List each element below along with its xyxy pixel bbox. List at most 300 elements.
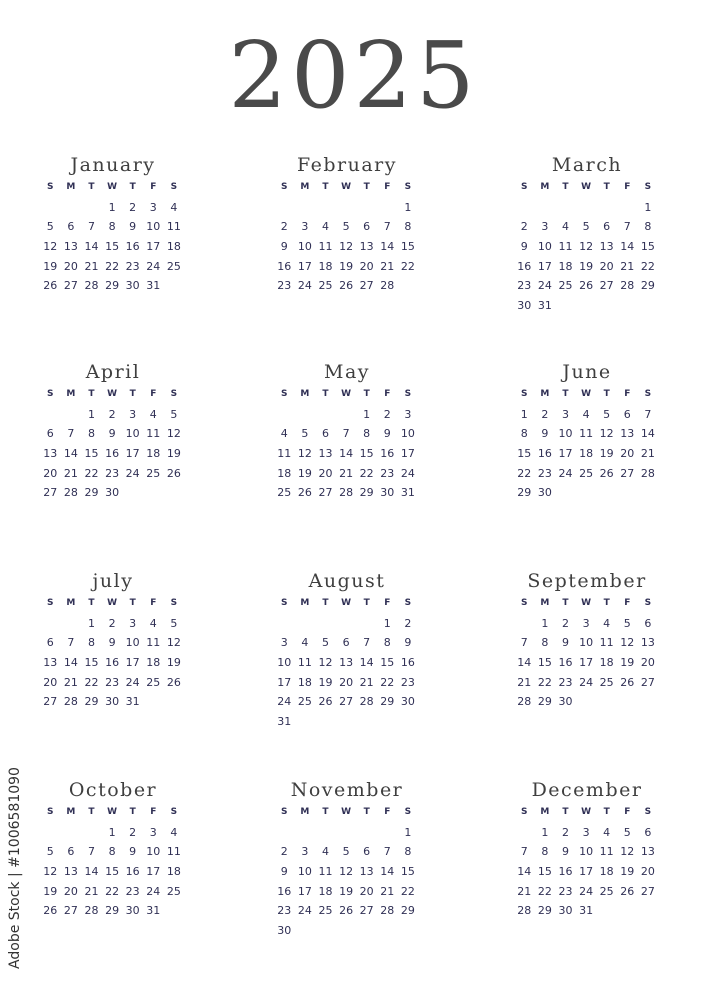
day-cell: 19: [599, 447, 614, 461]
weekday-label: S: [170, 807, 178, 817]
day-cell: 13: [599, 240, 614, 254]
day-cell: 17: [400, 447, 415, 461]
day-cell: 30: [558, 904, 573, 918]
weekday-label: F: [150, 807, 157, 817]
day-cell: 4: [321, 220, 329, 234]
day-cell: 12: [339, 240, 354, 254]
day-cell: 1: [108, 825, 116, 839]
month-block-november: [267, 777, 427, 941]
stock-watermark: [4, 752, 26, 984]
day-cell: 19: [620, 865, 635, 879]
day-cell: 2: [280, 220, 288, 234]
day-cell: 12: [620, 636, 635, 650]
day-cell: 20: [640, 656, 655, 670]
day-cell: 2: [129, 825, 137, 839]
day-cell: 9: [383, 427, 391, 441]
day-cell: 4: [301, 636, 309, 650]
day-cell: 23: [537, 466, 552, 480]
day-cell: 19: [620, 656, 635, 670]
empty-cell: [356, 614, 377, 634]
day-cell: 14: [380, 240, 395, 254]
day-cell: 24: [146, 884, 161, 898]
day-cell: 18: [146, 656, 161, 670]
day-cell: 7: [67, 427, 75, 441]
weekday-label: M: [66, 389, 76, 399]
day-cell: 3: [582, 825, 590, 839]
day-cell: 6: [46, 636, 54, 650]
day-cell: 21: [359, 675, 374, 689]
day-cell: 15: [517, 447, 532, 461]
day-cell: 17: [297, 259, 312, 273]
day-cell: 22: [400, 259, 415, 273]
day-cell: 13: [318, 447, 333, 461]
weekday-label: F: [384, 182, 391, 192]
day-cell: 18: [277, 466, 292, 480]
day-cell: 31: [146, 904, 161, 918]
day-cell: 13: [620, 427, 635, 441]
day-cell: 19: [166, 447, 181, 461]
day-cell: 7: [644, 407, 652, 421]
day-cell: 24: [297, 904, 312, 918]
day-cell: 15: [640, 240, 655, 254]
day-cell: 21: [380, 259, 395, 273]
day-cell: 16: [125, 240, 140, 254]
month-grid: [40, 385, 193, 503]
day-cell: 21: [640, 447, 655, 461]
day-cell: 12: [620, 845, 635, 859]
day-cell: 6: [67, 220, 75, 234]
empty-cell: [555, 198, 576, 218]
day-cell: 7: [383, 845, 391, 859]
day-cell: 29: [105, 279, 120, 293]
month-block-july: [33, 568, 193, 712]
day-cell: 18: [166, 240, 181, 254]
day-cell: 24: [558, 466, 573, 480]
day-cell: 23: [558, 884, 573, 898]
month-block-april: [33, 359, 193, 503]
day-cell: 19: [43, 884, 58, 898]
day-cell: 20: [63, 259, 78, 273]
day-cell: 10: [125, 636, 140, 650]
day-cell: 17: [125, 656, 140, 670]
month-grid: [514, 594, 667, 712]
day-cell: 18: [599, 865, 614, 879]
day-cell: 8: [108, 220, 116, 234]
day-cell: 25: [579, 466, 594, 480]
weekday-label: S: [404, 182, 412, 192]
month-block-october: [33, 777, 193, 921]
day-cell: 16: [517, 259, 532, 273]
day-cell: 6: [644, 825, 652, 839]
day-cell: 2: [129, 200, 137, 214]
day-cell: 9: [561, 636, 569, 650]
day-cell: 25: [318, 904, 333, 918]
day-cell: 4: [603, 616, 611, 630]
month-grid: [40, 594, 193, 712]
weekday-label: F: [150, 598, 157, 608]
day-cell: 12: [43, 865, 58, 879]
day-cell: 18: [599, 656, 614, 670]
weekday-label: S: [47, 389, 54, 399]
day-cell: 30: [380, 486, 395, 500]
day-cell: 24: [297, 279, 312, 293]
day-cell: 2: [383, 407, 391, 421]
day-cell: 7: [67, 636, 75, 650]
day-cell: 20: [318, 466, 333, 480]
day-cell: 11: [166, 220, 181, 234]
day-cell: 4: [321, 845, 329, 859]
day-cell: 11: [579, 427, 594, 441]
day-cell: 6: [623, 407, 631, 421]
day-cell: 5: [170, 616, 178, 630]
weekday-label: S: [170, 598, 178, 608]
month-name: October: [68, 779, 158, 801]
day-cell: 26: [43, 279, 58, 293]
month-name: March: [551, 154, 623, 176]
day-cell: 2: [108, 616, 116, 630]
day-cell: 28: [517, 904, 532, 918]
weekday-label: S: [47, 598, 54, 608]
weekday-label: M: [540, 389, 550, 399]
month-block-june: [507, 359, 667, 503]
day-cell: 3: [301, 845, 309, 859]
weekday-label: S: [644, 389, 652, 399]
day-cell: 4: [280, 427, 288, 441]
day-cell: 22: [640, 259, 655, 273]
day-cell: 8: [541, 636, 549, 650]
weekday-label: W: [107, 182, 118, 192]
weekday-label: S: [404, 807, 412, 817]
day-cell: 18: [579, 447, 594, 461]
day-cell: 21: [620, 259, 635, 273]
day-cell: 18: [318, 259, 333, 273]
day-cell: 9: [541, 427, 549, 441]
day-cell: 27: [599, 279, 614, 293]
day-cell: 30: [517, 299, 532, 313]
month-name: August: [308, 570, 386, 592]
day-cell: 26: [579, 279, 594, 293]
day-cell: 24: [146, 259, 161, 273]
empty-cell: [61, 614, 82, 634]
day-cell: 22: [359, 466, 374, 480]
weekday-label: W: [107, 389, 118, 399]
day-cell: 1: [520, 407, 528, 421]
weekday-label: T: [322, 598, 329, 608]
empty-cell: [535, 198, 556, 218]
weekday-label: S: [281, 598, 288, 608]
day-cell: 10: [125, 427, 140, 441]
weekday-label: W: [341, 807, 352, 817]
month-grid: [40, 178, 193, 296]
day-cell: 1: [383, 616, 391, 630]
day-cell: 31: [125, 695, 140, 709]
day-cell: 26: [43, 904, 58, 918]
day-cell: 3: [129, 616, 137, 630]
day-cell: 1: [87, 616, 95, 630]
day-cell: 23: [277, 904, 292, 918]
day-cell: 22: [84, 466, 99, 480]
empty-cell: [336, 823, 357, 843]
day-cell: 17: [277, 675, 292, 689]
day-cell: 14: [63, 447, 78, 461]
day-cell: 9: [108, 636, 116, 650]
day-cell: 10: [146, 845, 161, 859]
day-cell: 11: [558, 240, 573, 254]
weekday-label: S: [47, 182, 54, 192]
day-cell: 28: [380, 279, 395, 293]
day-cell: 28: [339, 486, 354, 500]
day-cell: 9: [129, 220, 137, 234]
day-cell: 30: [125, 904, 140, 918]
weekday-label: M: [300, 598, 310, 608]
empty-cell: [295, 198, 316, 218]
day-cell: 27: [640, 675, 655, 689]
day-cell: 31: [277, 715, 292, 729]
day-cell: 18: [558, 259, 573, 273]
day-cell: 29: [400, 904, 415, 918]
day-cell: 29: [537, 695, 552, 709]
day-cell: 25: [166, 259, 181, 273]
day-cell: 19: [166, 656, 181, 670]
weekday-label: T: [88, 182, 95, 192]
day-cell: 16: [380, 447, 395, 461]
day-cell: 3: [582, 616, 590, 630]
day-cell: 13: [43, 447, 58, 461]
day-cell: 19: [339, 259, 354, 273]
weekday-label: S: [644, 598, 652, 608]
weekday-label: W: [341, 389, 352, 399]
day-cell: 13: [640, 636, 655, 650]
day-cell: 28: [640, 466, 655, 480]
day-cell: 24: [125, 466, 140, 480]
day-cell: 24: [125, 675, 140, 689]
day-cell: 22: [84, 675, 99, 689]
day-cell: 1: [363, 407, 371, 421]
day-cell: 7: [383, 220, 391, 234]
weekday-label: T: [129, 807, 136, 817]
day-cell: 11: [318, 240, 333, 254]
day-cell: 2: [561, 616, 569, 630]
empty-cell: [40, 405, 61, 425]
month-block-august: [267, 568, 427, 732]
weekday-label: T: [322, 807, 329, 817]
day-cell: 22: [105, 259, 120, 273]
day-cell: 15: [537, 656, 552, 670]
month-block-december: [507, 777, 667, 921]
day-cell: 22: [380, 675, 395, 689]
day-cell: 16: [277, 259, 292, 273]
day-cell: 28: [359, 695, 374, 709]
day-cell: 1: [108, 200, 116, 214]
month-name: july: [92, 570, 134, 592]
day-cell: 15: [400, 240, 415, 254]
weekday-label: T: [129, 389, 136, 399]
day-cell: 14: [620, 240, 635, 254]
weekday-label: S: [644, 182, 652, 192]
weekday-label: S: [521, 389, 528, 399]
day-cell: 9: [129, 845, 137, 859]
weekday-label: M: [540, 598, 550, 608]
day-cell: 26: [166, 675, 181, 689]
empty-cell: [40, 614, 61, 634]
day-cell: 20: [339, 675, 354, 689]
day-cell: 11: [166, 845, 181, 859]
empty-cell: [336, 198, 357, 218]
day-cell: 8: [87, 636, 95, 650]
day-cell: 6: [321, 427, 329, 441]
day-cell: 30: [105, 695, 120, 709]
day-cell: 7: [623, 220, 631, 234]
day-cell: 2: [280, 845, 288, 859]
day-cell: 27: [318, 486, 333, 500]
day-cell: 3: [541, 220, 549, 234]
month-grid: [514, 385, 667, 503]
weekday-label: M: [66, 807, 76, 817]
day-cell: 15: [380, 656, 395, 670]
day-cell: 20: [359, 884, 374, 898]
day-cell: 10: [297, 240, 312, 254]
day-cell: 5: [321, 636, 329, 650]
empty-cell: [315, 198, 336, 218]
day-cell: 1: [404, 825, 412, 839]
day-cell: 6: [363, 220, 371, 234]
day-cell: 1: [644, 200, 652, 214]
day-cell: 6: [67, 845, 75, 859]
empty-cell: [40, 198, 61, 218]
day-cell: 3: [561, 407, 569, 421]
day-cell: 24: [579, 675, 594, 689]
empty-cell: [576, 198, 597, 218]
day-cell: 14: [359, 656, 374, 670]
day-cell: 21: [517, 884, 532, 898]
weekday-label: S: [281, 182, 288, 192]
month-grid: [274, 594, 427, 732]
empty-cell: [81, 823, 102, 843]
day-cell: 12: [318, 656, 333, 670]
day-cell: 2: [520, 220, 528, 234]
day-cell: 19: [339, 884, 354, 898]
day-cell: 27: [63, 279, 78, 293]
weekday-label: F: [624, 807, 631, 817]
day-cell: 20: [43, 675, 58, 689]
day-cell: 2: [404, 616, 412, 630]
day-cell: 9: [561, 845, 569, 859]
day-cell: 11: [599, 845, 614, 859]
day-cell: 13: [359, 865, 374, 879]
empty-cell: [274, 823, 295, 843]
day-cell: 4: [582, 407, 590, 421]
day-cell: 6: [363, 845, 371, 859]
day-cell: 30: [105, 486, 120, 500]
weekday-label: T: [88, 598, 95, 608]
day-cell: 7: [520, 845, 528, 859]
day-cell: 8: [404, 845, 412, 859]
month-name: June: [562, 361, 612, 383]
day-cell: 25: [599, 675, 614, 689]
day-cell: 11: [599, 636, 614, 650]
day-cell: 13: [63, 865, 78, 879]
day-cell: 8: [644, 220, 652, 234]
day-cell: 18: [146, 447, 161, 461]
month-name: April: [85, 361, 141, 383]
empty-cell: [377, 823, 398, 843]
weekday-label: M: [540, 182, 550, 192]
day-cell: 27: [63, 904, 78, 918]
month-block-january: [33, 152, 193, 296]
day-cell: 12: [297, 447, 312, 461]
day-cell: 16: [105, 656, 120, 670]
day-cell: 30: [537, 486, 552, 500]
day-cell: 23: [125, 259, 140, 273]
weekday-label: W: [341, 598, 352, 608]
month-name: September: [527, 570, 647, 592]
weekday-label: M: [66, 598, 76, 608]
day-cell: 8: [520, 427, 528, 441]
empty-cell: [295, 614, 316, 634]
weekday-label: T: [603, 389, 610, 399]
day-cell: 24: [400, 466, 415, 480]
empty-cell: [514, 198, 535, 218]
day-cell: 28: [380, 904, 395, 918]
day-cell: 15: [105, 240, 120, 254]
day-cell: 17: [537, 259, 552, 273]
day-cell: 25: [297, 695, 312, 709]
day-cell: 22: [537, 884, 552, 898]
day-cell: 13: [339, 656, 354, 670]
day-cell: 27: [359, 904, 374, 918]
day-cell: 23: [400, 675, 415, 689]
day-cell: 16: [558, 865, 573, 879]
day-cell: 14: [640, 427, 655, 441]
empty-cell: [377, 198, 398, 218]
weekday-label: T: [603, 182, 610, 192]
empty-cell: [596, 198, 617, 218]
day-cell: 14: [84, 865, 99, 879]
day-cell: 10: [579, 636, 594, 650]
day-cell: 22: [517, 466, 532, 480]
day-cell: 23: [105, 675, 120, 689]
day-cell: 29: [640, 279, 655, 293]
day-cell: 14: [380, 865, 395, 879]
day-cell: 18: [318, 884, 333, 898]
day-cell: 2: [108, 407, 116, 421]
weekday-label: S: [404, 598, 412, 608]
weekday-label: S: [170, 182, 178, 192]
day-cell: 22: [105, 884, 120, 898]
day-cell: 4: [170, 200, 178, 214]
day-cell: 10: [297, 865, 312, 879]
day-cell: 28: [620, 279, 635, 293]
day-cell: 31: [146, 279, 161, 293]
day-cell: 17: [579, 865, 594, 879]
day-cell: 16: [125, 865, 140, 879]
weekday-label: S: [404, 389, 412, 399]
day-cell: 27: [339, 695, 354, 709]
day-cell: 23: [277, 279, 292, 293]
weekday-label: M: [300, 389, 310, 399]
day-cell: 15: [105, 865, 120, 879]
weekday-label: T: [562, 182, 569, 192]
weekday-label: W: [581, 807, 592, 817]
month-block-may: [267, 359, 427, 503]
day-cell: 19: [43, 259, 58, 273]
day-cell: 29: [84, 486, 99, 500]
day-cell: 3: [129, 407, 137, 421]
empty-cell: [61, 405, 82, 425]
watermark-text: Adobe Stock | #1006581090: [7, 767, 23, 969]
weekday-label: S: [170, 389, 178, 399]
day-cell: 17: [146, 240, 161, 254]
